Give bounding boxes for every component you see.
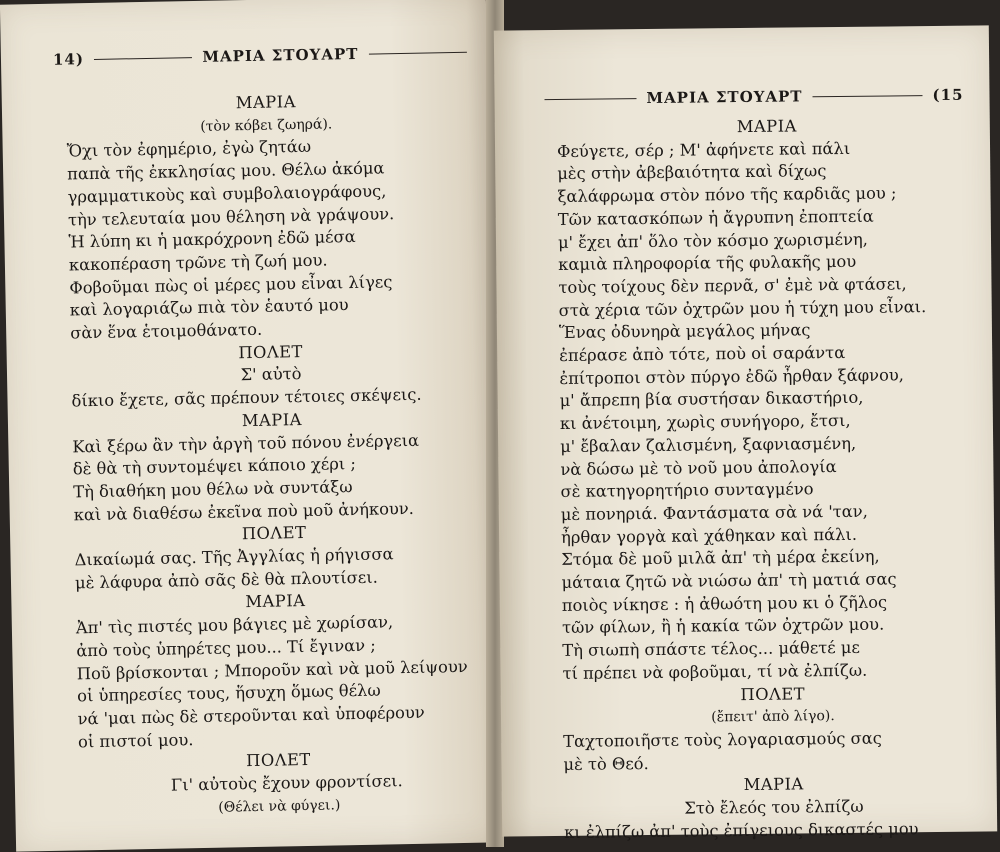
verse-line: τοὺς τοίχους δὲν περνᾶ, σ' ἐμὲ νὰ φτάσει, xyxy=(558,274,907,297)
verse-line: σὰν ἕνα ἑτοιμοθάνατο. xyxy=(70,319,263,343)
stage-direction: (Θέλει νὰ φύγει.) xyxy=(218,797,341,816)
speaker-name: ΠΟΛΕΤ xyxy=(238,341,304,362)
verse-line: καμιὰ πληροφορία τῆς φυλακῆς μου xyxy=(558,252,857,275)
verse-line: μ' ἔβαλαν ζαλισμένη, ξαφνιασμένη, xyxy=(560,433,857,456)
verse-line: νὰ δώσω μὲ τὸ νοῦ μου ἀπολογία xyxy=(560,456,837,479)
header-rule xyxy=(813,95,923,97)
speaker-name: ΜΑΡΙΑ xyxy=(736,116,797,137)
header-rule xyxy=(545,98,637,100)
verse-line: ἀπὸ τοὺς ὑπηρέτες μου... Τί ἔγιναν ; xyxy=(76,635,376,661)
right-page-header xyxy=(534,86,963,108)
verse-line: κι ἀνέτοιμη, χωρὶς συνήγορο, ἔτσι, xyxy=(559,411,851,434)
verse-line: ποιὸς νίκησε : ἡ ἀθωότη μου κι ὁ ζῆλος xyxy=(561,592,888,615)
verse-line: Τὴ διαθήκη μου θέλω νὰ συντάξω xyxy=(73,477,353,502)
verse-line: Φεύγετε, σέρ ; Μ' ἀφήνετε καὶ πάλι xyxy=(556,138,851,161)
left-page-header xyxy=(53,43,477,69)
header-rule xyxy=(368,51,467,54)
running-title: ΜΑΡΙΑ ΣΤΟΥΑΡΤ xyxy=(646,87,803,108)
verse-line: δίκιο ἔχετε, σᾶς πρέπουν τέτοιες σκέψεις. xyxy=(71,384,422,411)
verse-line: Ἕνας ὀδυνηρὰ μεγάλος μήνας xyxy=(558,320,811,343)
page-number: 14) xyxy=(52,50,85,69)
speaker-name: ΠΟΛΕΤ xyxy=(246,750,311,771)
verse-line: μ' ἔχει ἀπ' ὅλο τὸν κόσμο χωρισμένη, xyxy=(557,229,868,252)
verse-line: σὲ κατηγορητήριο συνταγμένο xyxy=(560,479,814,502)
verse-line: Δικαίωμά σας. Τῆς Ἀγγλίας ἡ ρήγισσα xyxy=(74,544,394,570)
verse-line: δὲ θὰ τὴ συντομέψει κάποιο χέρι ; xyxy=(72,454,357,479)
verse-line: παπὰ τῆς ἐκκλησίας μου. Θέλω ἀκόμα xyxy=(66,158,385,184)
verse-line: καὶ λογαριάζω πιὰ τὸν ἑαυτό μου xyxy=(69,295,349,320)
running-title: ΜΑΡΙΑ ΣΤΟΥΑΡΤ xyxy=(202,44,359,66)
verse-line: Τῶν κατασκόπων ἡ ἄγρυπνη ἐποπτεία xyxy=(557,206,874,229)
right-page-text xyxy=(557,114,985,845)
verse-line: γραμματικοὺς καὶ συμβολαιογράφους, xyxy=(67,181,387,207)
verse-line: τῶν φίλων, ἢ ἡ κακία τῶν ὀχτρῶν μου. xyxy=(561,615,885,638)
verse-line: Γι' αὐτοὺς ἔχουν φροντίσει. xyxy=(170,771,403,795)
verse-line: μὲ πονηριά. Φαντάσματα σὰ νά 'ταν, xyxy=(560,501,868,524)
right-page xyxy=(494,25,997,842)
verse-line: νά 'μαι πὼς δὲ στεροῦνται καὶ ὑποφέρουν xyxy=(77,702,425,729)
verse-line: Ἀπ' τὶς πιστές μου βάγιες μὲ χωρίσαν, xyxy=(75,612,394,638)
stage-direction: (ἔπειτ' ἀπὸ λίγο). xyxy=(711,708,835,726)
verse-line: κακοπέραση τρῶνε τὴ ζωή μου. xyxy=(68,250,328,275)
verse-line: κι ἐλπίζω ἀπ' τοὺς ἐπίγειους δικαστές μου xyxy=(564,819,919,842)
verse-line: μὲ τὸ Θεό. xyxy=(563,753,649,774)
stage-direction: (τὸν κόβει ζωηρά). xyxy=(200,116,333,135)
verse-line: Ταχτοποιῆστε τοὺς λογαριασμούς σας xyxy=(563,728,882,751)
verse-line: Ποῦ βρίσκονται ; Μποροῦν καὶ νὰ μοῦ λείψουν xyxy=(76,656,468,683)
speaker-name: ΜΑΡΙΑ xyxy=(241,409,303,431)
verse-line: Τὴ σιωπὴ σπάστε τέλος... μάθετέ με xyxy=(562,637,860,661)
verse-line: ἦρθαν γοργὰ καὶ χάθηκαν καὶ πάλι. xyxy=(561,524,858,547)
verse-line: Στὸ ἔλεός του ἐλπίζω xyxy=(684,796,864,818)
verse-line: μὲς στὴν ἀβεβαιότητα καὶ δίχως xyxy=(557,161,827,184)
verse-line: Ὄχι τὸν ἐφημέριο, ἐγὼ ζητάω xyxy=(66,137,312,161)
verse-line: ξαλάφρωμα στὸν πόνο τῆς καρδιᾶς μου ; xyxy=(557,183,897,207)
header-rule xyxy=(94,57,193,60)
speaker-name: ΜΑΡΙΑ xyxy=(743,774,804,795)
verse-line: ἐπίτροποι στὸν πύργο ἐδῶ ἦρθαν ξάφνου, xyxy=(559,365,904,388)
speaker-name: ΜΑΡΙΑ xyxy=(235,92,297,113)
verse-line: μὲ λάφυρα ἀπὸ σᾶς δὲ θὰ πλουτίσει. xyxy=(74,567,378,593)
verse-line: στὰ χέρια τῶν ὀχτρῶν μου ἡ τύχη μου εἶναι. xyxy=(558,296,927,320)
left-page-text xyxy=(66,88,480,822)
verse-line: Ἡ λύπη κι ἡ μακρόχρονη ἐδῶ μέσα xyxy=(68,227,356,252)
verse-line: Φοβοῦμαι πὼς οἱ μέρες μου εἶναι λίγες xyxy=(69,271,393,298)
verse-line: μ' ἄπρεπη βία συστήσαν δικαστήριο, xyxy=(559,388,864,411)
verse-line: καὶ νὰ διαθέσω ἐκεῖνα ποὺ μοῦ ἀνήκουν. xyxy=(73,498,415,525)
page-number: (15 xyxy=(932,85,964,105)
verse-line: τί πρέπει νὰ φοβοῦμαι, τί νὰ ἐλπίζω. xyxy=(562,660,868,683)
speaker-name: ΜΑΡΙΑ xyxy=(245,591,306,612)
verse-line: Καὶ ξέρω ἂν τὴν ἀργὴ τοῦ πόνου ἐνέργεια xyxy=(72,430,420,456)
speaker-name: ΠΟΛΕΤ xyxy=(740,683,806,704)
speaker-name: ΠΟΛΕΤ xyxy=(241,523,307,544)
verse-line: ἐπέρασε ἀπὸ τότε, ποὺ οἱ σαράντα xyxy=(559,342,846,365)
verse-line: οἱ ὑπηρεσίες τους, ἥσυχη ὅμως θέλω xyxy=(77,680,381,706)
verse-line: Στόμα δὲ μοῦ μιλᾶ ἀπ' τὴ μέρα ἐκείνη, xyxy=(561,546,880,570)
verse-line: Σ' αὐτὸ xyxy=(240,364,302,385)
verse-line: τὴν τελευταία μου θέληση νὰ γράψουν. xyxy=(67,203,395,229)
verse-line: μάταια ζητῶ νὰ νιώσω ἀπ' τὴ ματιά σας xyxy=(561,569,897,592)
verse-line: οἱ πιστοί μου. xyxy=(77,729,194,752)
